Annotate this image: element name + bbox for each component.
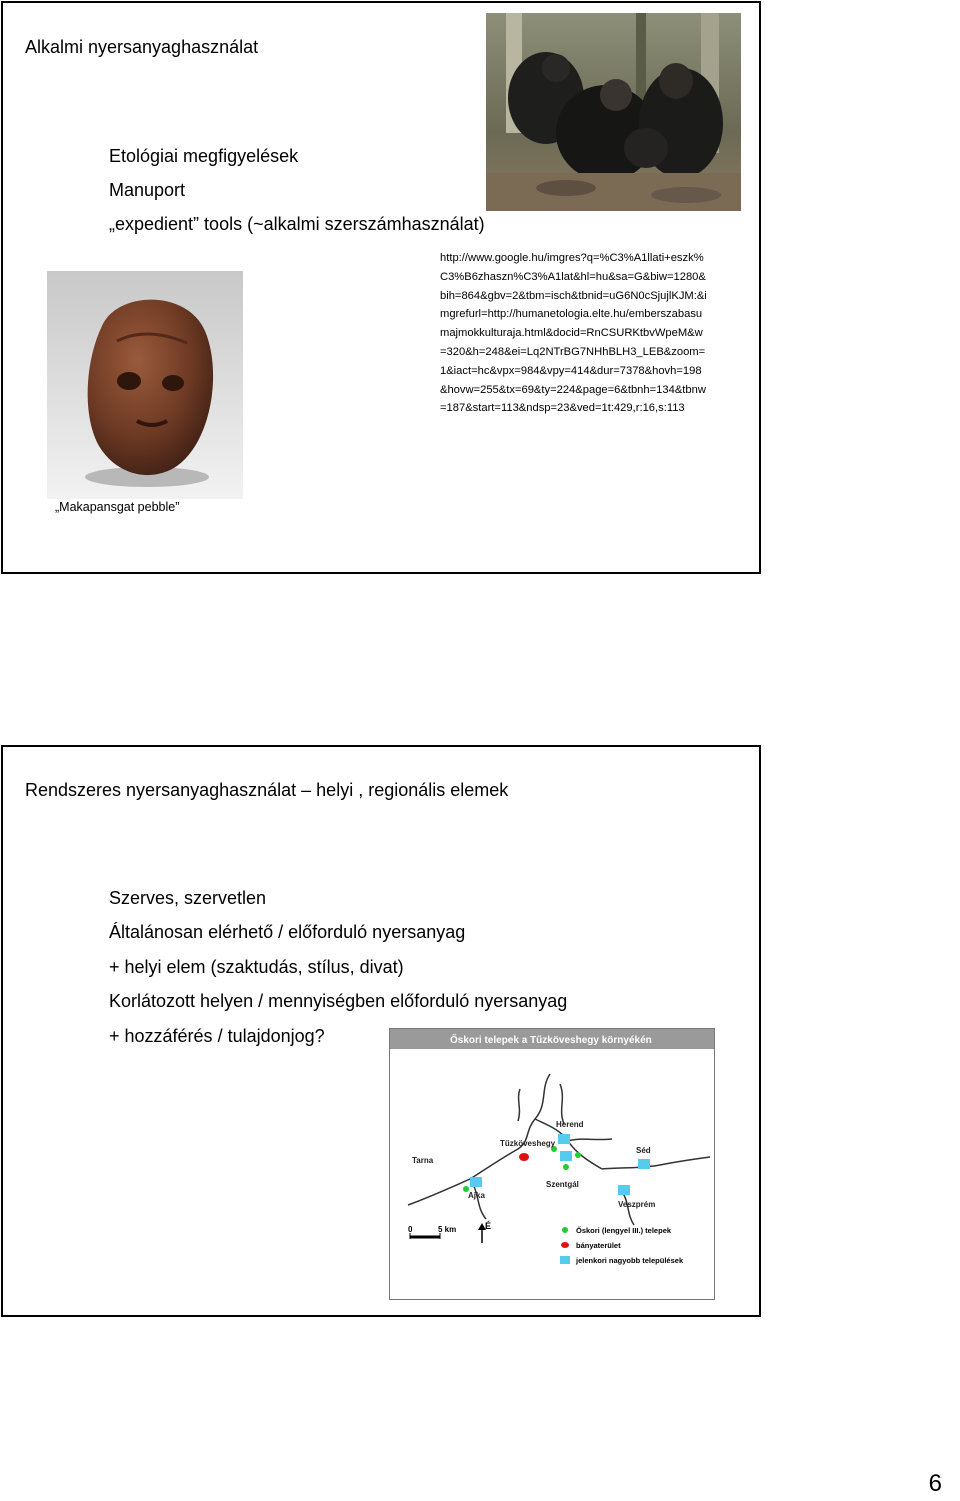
place-veszprem: Veszprém	[618, 1200, 656, 1209]
north-arrow	[478, 1221, 491, 1243]
map-legend	[560, 1226, 684, 1265]
scale-bar	[408, 1225, 456, 1239]
makapansgat-pebble-photo	[47, 271, 243, 499]
page-number: 6	[928, 1470, 942, 1497]
pebble-caption: „Makapansgat pebble”	[55, 500, 180, 514]
slide-1-bullet-1: Etológiai megfigyelések	[109, 146, 299, 166]
slide-2	[1, 745, 761, 1317]
legend-towns: jelenkori nagyobb települések	[576, 1256, 684, 1265]
scale-end: 5 km	[438, 1225, 457, 1234]
rivers	[408, 1074, 710, 1225]
slide-1-bullet-2: Manuport	[109, 180, 186, 200]
slide-1-title: Alkalmi nyersanyaghasználat	[25, 37, 259, 57]
slide-1	[1, 1, 761, 574]
town-marker-ajka	[470, 1177, 482, 1187]
place-tuzkoveshegy: Tűzköveshegy	[500, 1139, 556, 1148]
chimpanzee-photo	[486, 13, 741, 211]
slide-2-bullet-3: + helyi elem (szaktudás, stílus, divat)	[109, 957, 404, 977]
slide-2-title: Rendszeres nyersanyaghasználat – helyi , regionális elemek	[25, 780, 509, 800]
slide-2-bullet-5: + hozzáférés / tulajdonjog?	[109, 1026, 325, 1046]
legend-settlements: Őskori (lengyel III.) telepek	[576, 1226, 672, 1235]
scale-start: 0	[408, 1225, 413, 1234]
legend-mine: bányaterület	[576, 1241, 621, 1250]
map-title: Őskori telepek a Tűzköveshegy környékén	[450, 1035, 652, 1046]
town-marker-tuzkoveshegy	[560, 1151, 572, 1161]
town-marker-veszprem	[618, 1185, 630, 1195]
slide-2-bullet-2: Általánosan elérhető / előforduló nyersanyag	[109, 922, 466, 942]
place-tarna: Tarna	[412, 1156, 434, 1165]
town-marker-sed	[638, 1159, 650, 1169]
slide-2-bullet-1: Szerves, szervetlen	[109, 888, 267, 908]
place-sed: Séd	[636, 1146, 651, 1155]
site-map	[389, 1028, 715, 1300]
place-szentgal: Szentgál	[546, 1180, 579, 1189]
town-marker-herend	[558, 1134, 570, 1144]
place-herend: Herend	[556, 1120, 584, 1129]
place-ajka: Ajka	[468, 1191, 485, 1200]
slide-1-bullet-3: „expedient” tools (~alkalmi szerszámhasználat)	[109, 214, 485, 234]
image-source-url[interactable]: http://www.google.hu/imgres?q=%C3%A1llati+eszk% C3%B6zhaszn%C3%A1lat&hl=hu&sa=G&biw=1280& bih=864&gbv=2&tbm=isch&tbnid=uG6N0cSjujlKJM:&i mgrefurl=http://humanetologia.elte.hu/emberszabasu majmokkulturaja.html&docid=RnCSURKtbvWpeM&w =320&h=248&ei=Lq2NTrBG7NHhBLH3_LEB&zoom= 1&iact=hc&vpx=984&vpy=414&dur=7378&hovh=198 &hovw=255&tx=69&ty=224&page=6&tbnh=134&tbnw =187&start=113&ndsp=23&ved=1t:429,r:16,s:113	[440, 252, 707, 415]
slide-2-bullet-4: Korlátozott helyen / mennyiségben előforduló nyersanyag	[109, 991, 568, 1011]
north-label: É	[485, 1221, 492, 1231]
mine-marker	[519, 1153, 529, 1161]
